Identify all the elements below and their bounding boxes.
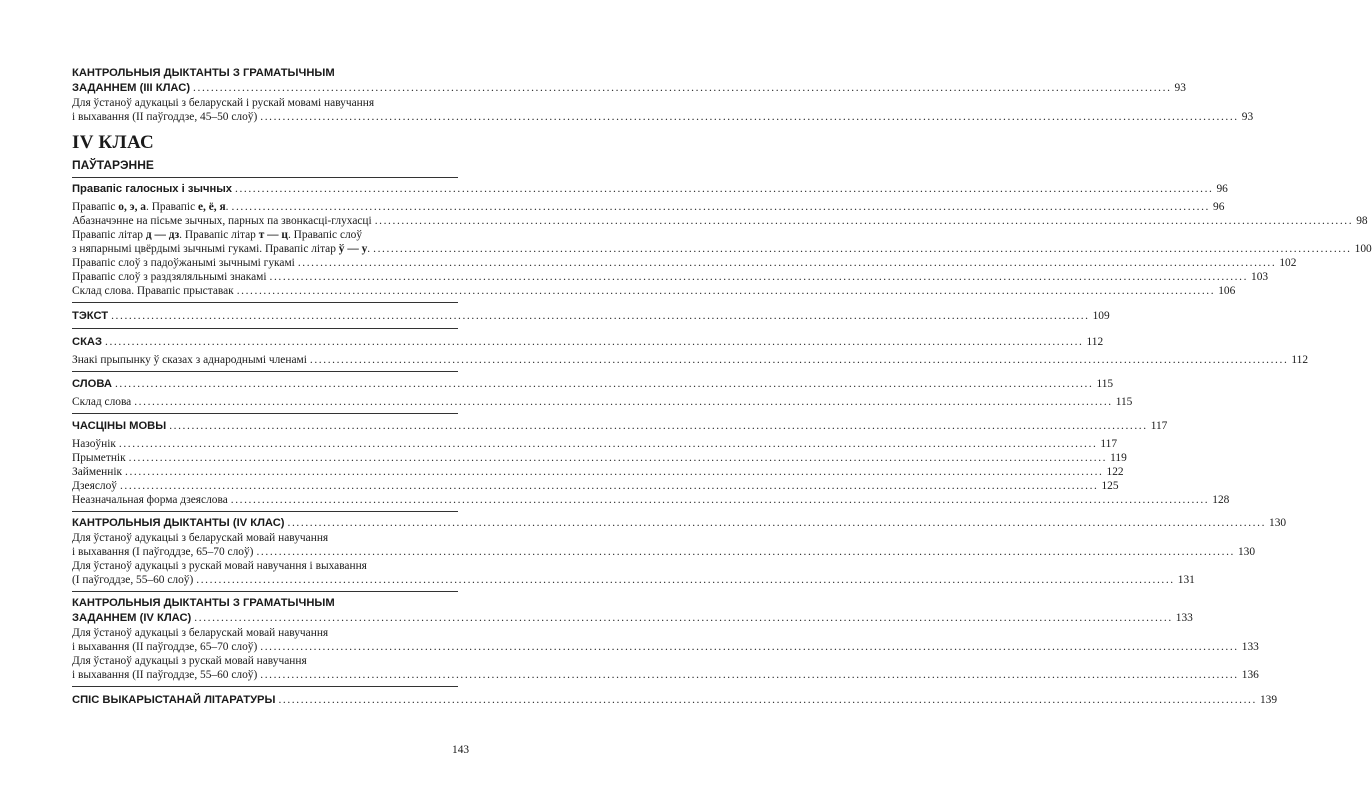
toc-item-line bbox=[72, 545, 1256, 559]
leader-dots: ............................................................................................................................................................................................................................ bbox=[235, 183, 1214, 195]
toc-heading-text: СКАЗ bbox=[72, 336, 102, 348]
divider bbox=[72, 177, 458, 178]
toc-item-line bbox=[72, 626, 458, 640]
toc-heading-text: СЛОВА bbox=[72, 378, 112, 390]
toc-heading-line bbox=[72, 182, 1228, 197]
toc-page-number: 131 bbox=[1177, 574, 1195, 586]
toc-page-number: 96 bbox=[1216, 183, 1228, 195]
leader-dots: ............................................................................................................................................................................................................................ bbox=[128, 452, 1108, 464]
toc-heading-line bbox=[72, 419, 1168, 434]
leader-dots: ............................................................................................................................................................................................................................ bbox=[114, 378, 1094, 390]
toc-item-text: Для ўстаноў адукацыі з рускай мовай навучання bbox=[72, 655, 307, 667]
toc-heading-line bbox=[72, 377, 1114, 392]
toc-page-number: 115 bbox=[1115, 396, 1133, 408]
toc-page-number: 109 bbox=[1092, 310, 1110, 322]
toc-page-number: 93 bbox=[1174, 82, 1186, 94]
divider bbox=[72, 511, 458, 512]
page-number: 143 bbox=[452, 744, 470, 756]
toc-item-text: Правапіс літар д — дз. Правапіс літар т — ц. Правапіс слоў bbox=[72, 229, 363, 241]
toc-item-line bbox=[72, 256, 1297, 270]
leader-dots: ............................................................................................................................................................................................................................ bbox=[309, 354, 1289, 366]
toc-item-text: Правапіс о, э, а. Правапіс е, ё, я. bbox=[72, 201, 229, 213]
toc-page-number: 133 bbox=[1241, 641, 1259, 653]
leader-dots: ............................................................................................................................................................................................................................ bbox=[193, 82, 1172, 94]
toc-item-text: Прыметнік bbox=[72, 452, 126, 464]
toc-item-line bbox=[72, 270, 1269, 284]
toc-heading-text: ТЭКСТ bbox=[72, 310, 109, 322]
divider bbox=[72, 328, 458, 329]
toc-heading-line bbox=[72, 335, 1104, 350]
toc-item-text: Назоўнік bbox=[72, 438, 116, 450]
toc-item-text: Для ўстаноў адукацыі з рускай мовай навучання і выхавання bbox=[72, 560, 367, 572]
toc-item-line bbox=[72, 531, 458, 545]
divider bbox=[72, 686, 458, 687]
toc-page-number: 125 bbox=[1101, 480, 1119, 492]
toc-item-text: і выхавання (ІІ паўгоддзе, 45–50 слоў) bbox=[72, 111, 258, 123]
leader-dots: ............................................................................................................................................................................................................................ bbox=[260, 669, 1239, 681]
toc-item-text: Склад слова bbox=[72, 396, 132, 408]
leader-dots: ............................................................................................................................................................................................................................ bbox=[134, 396, 1113, 408]
toc-item-text: (І паўгоддзе, 55–60 слоў) bbox=[72, 574, 194, 586]
toc-item-line bbox=[72, 668, 1259, 682]
toc-page-number: 115 bbox=[1096, 378, 1114, 390]
leader-dots: ............................................................................................................................................................................................................................ bbox=[297, 257, 1277, 269]
leader-dots: ............................................................................................................................................................................................................................ bbox=[287, 517, 1267, 529]
toc-item-line bbox=[72, 493, 1230, 507]
toc-item-line bbox=[72, 214, 1368, 228]
leader-dots: ............................................................................................................................................................................................................................ bbox=[373, 243, 1352, 255]
leader-dots: ............................................................................................................................................................................................................................ bbox=[236, 285, 1216, 297]
toc-heading-text: ЗАДАННЕМ (III КЛАС) bbox=[72, 82, 191, 94]
leader-dots: ............................................................................................................................................................................................................................ bbox=[105, 336, 1084, 348]
toc-item-line bbox=[72, 353, 1309, 367]
toc-item-text: Абазначэнне на пісьме зычных, парных па звонкасці-глухасці bbox=[72, 215, 372, 227]
leader-dots: ............................................................................................................................................................................................................................ bbox=[119, 480, 1099, 492]
toc-heading-text: КАНТРОЛЬНЫЯ ДЫКТАНТЫ З ГРАМАТЫЧНЫМ bbox=[72, 597, 335, 609]
toc-page-number: 117 bbox=[1150, 420, 1168, 432]
toc-page-number: 119 bbox=[1110, 452, 1127, 464]
toc-item-line bbox=[72, 559, 458, 573]
toc-page-number: 106 bbox=[1218, 285, 1236, 297]
toc-page-number: 139 bbox=[1259, 694, 1278, 706]
leader-dots: ............................................................................................................................................................................................................................ bbox=[260, 111, 1239, 123]
toc-item-line bbox=[72, 200, 1225, 214]
toc-item-text: Для ўстаноў адукацыі з беларускай мовай навучання bbox=[72, 532, 329, 544]
toc-item-line bbox=[72, 654, 458, 668]
toc-item-line bbox=[72, 479, 1119, 493]
toc-heading-line bbox=[72, 309, 1110, 324]
leader-dots: ............................................................................................................................................................................................................................ bbox=[169, 420, 1148, 432]
toc-item-line bbox=[72, 573, 1195, 587]
leader-dots: ............................................................................................................................................................................................................................ bbox=[194, 612, 1173, 624]
toc-heading-text: КАНТРОЛЬНЫЯ ДЫКТАНТЫ (IV КЛАС) bbox=[72, 517, 285, 529]
toc-item-line bbox=[72, 395, 1133, 409]
toc-item-text: Для ўстаноў адукацыі з беларускай і рускай мовамі навучання bbox=[72, 97, 375, 109]
toc-heading-line bbox=[72, 66, 458, 81]
toc-heading-text: СПІС ВЫКАРЫСТАНАЙ ЛІТАРАТУРЫ bbox=[72, 694, 276, 706]
divider bbox=[72, 413, 458, 414]
toc-page-number: 102 bbox=[1279, 257, 1297, 269]
toc-section-dictations-grammar-3 bbox=[72, 66, 1254, 124]
divider bbox=[72, 591, 458, 592]
toc-item-line bbox=[72, 465, 1124, 479]
toc-page-number: 117 bbox=[1100, 438, 1118, 450]
toc-heading-text: КАНТРОЛЬНЫЯ ДЫКТАНТЫ З ГРАМАТЫЧНЫМ bbox=[72, 67, 335, 79]
leader-dots: ............................................................................................................................................................................................................................ bbox=[278, 694, 1257, 706]
toc-page-number: 96 bbox=[1213, 201, 1225, 213]
toc-heading-line bbox=[72, 81, 1186, 96]
table-of-contents bbox=[72, 66, 1372, 708]
toc-page-number: 130 bbox=[1237, 546, 1256, 558]
toc-page-number: 103 bbox=[1251, 271, 1269, 283]
toc-item-line bbox=[72, 284, 1236, 298]
toc-item-line bbox=[72, 96, 458, 110]
toc-page-number: 100 bbox=[1354, 243, 1372, 255]
toc-item-text: з няпарнымі цвёрдымі зычнымі гукамі. Правапіс літар ў — у. bbox=[72, 243, 371, 255]
section-heading: ПАЎТАРЭННЕ bbox=[72, 158, 154, 172]
leader-dots: ............................................................................................................................................................................................................................ bbox=[118, 438, 1098, 450]
toc-item-text: Неазначальная форма дзеяслова bbox=[72, 494, 228, 506]
toc-page-number: 98 bbox=[1356, 215, 1368, 227]
toc-page-number: 112 bbox=[1086, 336, 1104, 348]
leader-dots: ............................................................................................................................................................................................................................ bbox=[256, 546, 1235, 558]
toc-heading-line bbox=[72, 516, 1287, 531]
toc-heading-line bbox=[72, 611, 1193, 626]
toc-item-text: Правапіс слоў з раздзяляльнымі знакамі bbox=[72, 271, 267, 283]
toc-item-text: Для ўстаноў адукацыі з беларускай мовай навучання bbox=[72, 627, 329, 639]
toc-item-line bbox=[72, 640, 1259, 654]
toc-page-number: 122 bbox=[1106, 466, 1124, 478]
toc-heading-text: ЗАДАННЕМ (IV КЛАС) bbox=[72, 612, 192, 624]
toc-item-text: Правапіс слоў з падоўжанымі зычнымі гукамі bbox=[72, 257, 295, 269]
toc-heading-text: Правапіс галосных і зычных bbox=[72, 183, 232, 195]
toc-item-line bbox=[72, 228, 458, 242]
leader-dots: ............................................................................................................................................................................................................................ bbox=[260, 641, 1239, 653]
toc-item-line bbox=[72, 451, 1127, 465]
toc-section-pravopis bbox=[72, 182, 1372, 298]
toc-item-line bbox=[72, 437, 1118, 451]
toc-page-number: 128 bbox=[1212, 494, 1230, 506]
toc-item-text: і выхавання (ІІ паўгоддзе, 65–70 слоў) bbox=[72, 641, 258, 653]
toc-heading-text: ЧАСЦІНЫ МОВЫ bbox=[72, 420, 167, 432]
leader-dots: ............................................................................................................................................................................................................................ bbox=[111, 310, 1090, 322]
class-heading: IV КЛАС bbox=[72, 132, 155, 153]
divider bbox=[72, 302, 458, 303]
toc-item-text: Дзеяслоў bbox=[72, 480, 117, 492]
toc-item-text: і выхавання (ІІ паўгоддзе, 55–60 слоў) bbox=[72, 669, 258, 681]
divider bbox=[72, 371, 458, 372]
toc-item-text: Займеннік bbox=[72, 466, 123, 478]
toc-page-number: 136 bbox=[1241, 669, 1259, 681]
toc-item-text: Склад слова. Правапіс прыставак bbox=[72, 285, 234, 297]
leader-dots: ............................................................................................................................................................................................................................ bbox=[269, 271, 1249, 283]
toc-item-text: Знакі прыпынку ў сказах з аднароднымі членамі bbox=[72, 354, 307, 366]
toc-heading-line bbox=[72, 693, 1278, 708]
toc-page-number: 93 bbox=[1241, 111, 1254, 123]
toc-page-number: 133 bbox=[1175, 612, 1193, 624]
leader-dots: ............................................................................................................................................................................................................................ bbox=[125, 466, 1104, 478]
leader-dots: ............................................................................................................................................................................................................................ bbox=[196, 574, 1175, 586]
toc-page-number: 112 bbox=[1291, 354, 1309, 366]
toc-page-number: 130 bbox=[1269, 517, 1287, 529]
leader-dots: ............................................................................................................................................................................................................................ bbox=[374, 215, 1354, 227]
leader-dots: ............................................................................................................................................................................................................................ bbox=[230, 494, 1210, 506]
leader-dots: ............................................................................................................................................................................................................................ bbox=[231, 201, 1210, 213]
toc-heading-line bbox=[72, 596, 458, 611]
toc-item-line bbox=[72, 110, 1254, 124]
toc-item-line bbox=[72, 242, 1372, 256]
toc-item-text: і выхавання (І паўгоддзе, 65–70 слоў) bbox=[72, 546, 254, 558]
